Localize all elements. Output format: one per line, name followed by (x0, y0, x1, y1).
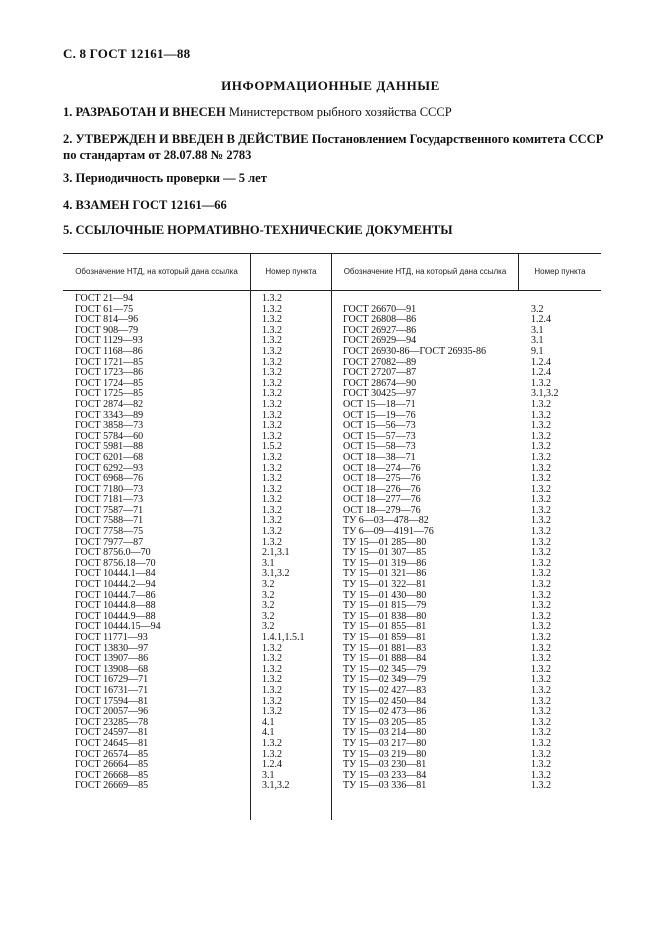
table-cell-clause: 1.3.2 (531, 695, 551, 707)
references-table (63, 253, 601, 820)
table-cell-clause: 1.3.2 (262, 642, 282, 654)
table-cell-clause: 1.3.2 (531, 579, 551, 591)
table-cell-clause: 3.2 (262, 600, 275, 612)
table-cell-clause: 1.3.2 (531, 557, 551, 569)
table-cell-document: ГОСТ 26927—86 (343, 324, 417, 336)
table-cell-document: ГОСТ 28674—90 (343, 377, 417, 389)
info-item-1 (63, 104, 608, 120)
table-cell-clause: 1.3.2 (531, 536, 551, 548)
table-cell-document: ГОСТ 11771—93 (75, 632, 148, 643)
table-cell-document: ГОСТ 24597—81 (75, 727, 149, 739)
table-cell-document: ГОСТ 7588—71 (75, 515, 144, 527)
item-lead: ВЗАМЕН ГОСТ 12161—66 (75, 198, 227, 212)
table-cell-clause: 1.3.2 (531, 663, 551, 675)
table-cell-clause: 1.3.2 (262, 504, 282, 516)
table-cell-document: ТУ 15—02 427—83 (343, 684, 427, 696)
table-cell-document: ГОСТ 16729—71 (75, 674, 149, 686)
table-cell-document: ГОСТ 1725—85 (75, 388, 144, 400)
table-cell-clause: 1.3.2 (531, 674, 551, 686)
table-cell-clause: 1.3.2 (262, 663, 282, 675)
table-cell-clause: 1.3.2 (531, 684, 551, 696)
table-cell-document: ОСТ 18—38—71 (343, 451, 416, 463)
table-cell-document: ГОСТ 6292—93 (75, 462, 144, 474)
table-cell-document: ОСТ 15—57—73 (343, 430, 416, 442)
table-cell-clause: 1.3.2 (531, 483, 551, 495)
table-cell-document: ГОСТ 7587—71 (75, 504, 144, 516)
table-cell-document: ГОСТ 26670—91 (343, 303, 417, 315)
table-cell-document: ТУ 15—03 214—80 (343, 727, 427, 739)
header-clause-right: Номер пункта (534, 267, 586, 276)
table-cell-clause: 1.3.2 (262, 451, 282, 463)
table-cell-clause: 1.3.2 (531, 504, 551, 516)
table-cell-document: ГОСТ 1129—93 (75, 335, 143, 347)
table-cell-document: ТУ 15—02 345—79 (343, 663, 427, 675)
table-cell-document: ТУ 15—01 285—80 (343, 536, 427, 548)
table-cell-document: ГОСТ 7758—75 (75, 526, 144, 538)
table-cell-clause: 1.3.2 (262, 536, 282, 548)
table-cell-document: ГОСТ 1721—85 (75, 356, 144, 368)
left-clause-column (262, 294, 305, 792)
table-cell-document: ТУ 15—02 349—79 (343, 674, 427, 686)
table-cell-document: ГОСТ 26574—85 (75, 748, 149, 760)
table-cell-document: ГОСТ 8756.0—70 (75, 547, 151, 559)
table-cell-document: ОСТ 18—274—76 (343, 462, 421, 474)
table-cell-document: ТУ 15—01 855—81 (343, 621, 427, 633)
table-cell-document: ГОСТ 7181—73 (75, 494, 144, 506)
table-cell-document: ГОСТ 13908—68 (75, 663, 149, 675)
item-number: 4. (63, 198, 73, 212)
table-cell-document: ТУ 15—03 336—81 (343, 780, 427, 792)
table-cell-document: ТУ 15—01 815—79 (343, 600, 427, 612)
table-cell-clause: 3.2 (262, 621, 275, 633)
item-number: 1. (63, 105, 73, 119)
item-text: Министерством рыбного хозяйства СССР (225, 105, 452, 119)
table-cell-clause: 1.3.2 (531, 769, 551, 781)
table-cell-clause: 1.3.2 (531, 621, 551, 633)
table-cell-document: ТУ 15—01 321—86 (343, 568, 427, 580)
table-cell-document: ГОСТ 1168—86 (75, 345, 143, 357)
table-cell-clause: 1.3.2 (531, 642, 551, 654)
table-cell-clause: 3.2 (262, 579, 275, 591)
table-cell-document: ОСТ 15—19—76 (343, 409, 416, 421)
table-cell-clause: 1.3.2 (531, 759, 551, 771)
table-cell-document: ГОСТ 24645—81 (75, 737, 149, 749)
table-cell-clause: 1.2.4 (531, 367, 551, 379)
item-lead: Периодичность проверки — 5 лет (75, 171, 267, 185)
table-cell-document: ТУ 15—02 473—86 (343, 706, 427, 718)
info-item-5 (63, 222, 608, 238)
table-cell-clause: 1.3.2 (262, 462, 282, 474)
table-cell-document: ГОСТ 17594—81 (75, 695, 149, 707)
table-cell-clause: 1.3.2 (531, 526, 551, 538)
table-cell-document: ГОСТ 3343—89 (75, 409, 144, 421)
info-item-3 (63, 170, 608, 186)
table-cell-document: ГОСТ 3858—73 (75, 420, 144, 432)
table-cell-document: ГОСТ 16731—71 (75, 684, 149, 696)
table-cell-clause: 1.3.2 (262, 377, 282, 389)
table-cell-clause: 1.5.2 (262, 441, 282, 453)
table-cell-document: ГОСТ 23285—78 (75, 716, 149, 728)
right-clause-column (531, 294, 559, 792)
table-cell-document: ТУ 15—03 233—84 (343, 769, 427, 781)
column-divider (250, 254, 251, 820)
table-cell-document: ГОСТ 1724—85 (75, 377, 144, 389)
table-cell-clause: 1.3.2 (531, 398, 551, 410)
table-cell-clause: 1.3.2 (531, 568, 551, 580)
table-cell-clause: 1.3.2 (262, 314, 282, 326)
page-header: С. 8 ГОСТ 12161—88 (63, 46, 191, 61)
table-cell-clause: 1.3.2 (262, 737, 282, 749)
table-cell-clause: 1.3.2 (531, 727, 551, 739)
table-cell-clause: 1.3.2 (262, 303, 282, 315)
table-cell-document: ТУ 15—03 230—81 (343, 759, 427, 771)
table-cell-clause: 1.3.2 (531, 420, 551, 432)
info-item-4 (63, 197, 608, 213)
table-cell-clause: 1.2.4 (262, 759, 282, 771)
table-cell-document: ГОСТ 6968—76 (75, 473, 144, 485)
header-clause-left: Номер пункта (265, 267, 317, 276)
table-cell-clause: 1.3.2 (531, 547, 551, 559)
table-cell-clause: 1.3.2 (531, 494, 551, 506)
table-cell-document: ОСТ 18—276—76 (343, 483, 421, 495)
table-cell-document: ГОСТ 26930-86—ГОСТ 26935-86 (343, 345, 486, 357)
table-cell-document: ОСТ 18—275—76 (343, 473, 421, 485)
table-cell-clause: 3.1,3.2 (262, 780, 290, 792)
table-cell-document: ГОСТ 10444.15—94 (75, 621, 161, 633)
right-doc-column (343, 294, 486, 792)
table-cell-clause: 3.1 (262, 769, 275, 781)
table-cell-document: ТУ 15—01 319—86 (343, 557, 427, 569)
table-cell-clause: 9.1 (531, 345, 544, 357)
table-cell-clause (531, 294, 559, 305)
item-text: Постановлением Государственного комитета СССР по стандартам от 28.07.88 № 2783 (63, 132, 604, 162)
table-cell-clause: 1.3.2 (531, 748, 551, 760)
table-cell-clause: 1.3.2 (262, 515, 282, 527)
table-cell-clause: 4.1 (262, 716, 275, 728)
table-cell-document: ГОСТ 10444.2—94 (75, 579, 156, 591)
table-cell-document: ГОСТ 10444.1—84 (75, 568, 156, 580)
column-divider (331, 254, 332, 820)
item-number: 2. (63, 132, 73, 146)
table-cell-clause: 3.1 (531, 335, 544, 347)
table-cell-document: ГОСТ 26669—85 (75, 780, 149, 792)
table-cell-clause: 1.2.4 (531, 356, 551, 368)
table-cell-clause: 1.3.2 (531, 441, 551, 453)
table-cell-document: ОСТ 18—277—76 (343, 494, 421, 506)
table-cell-clause: 1.3.2 (262, 356, 282, 368)
table-cell-document: ГОСТ 908—79 (75, 324, 139, 336)
table-cell-document: ГОСТ 10444.8—88 (75, 600, 156, 612)
left-doc-column (75, 294, 161, 792)
table-cell-document: ТУ 15—01 859—81 (343, 632, 427, 643)
table-cell-document: ГОСТ 8756.18—70 (75, 557, 156, 569)
table-cell-document: ГОСТ 13907—86 (75, 653, 149, 665)
table-cell-document: ГОСТ 10444.9—88 (75, 610, 156, 622)
table-cell-clause: 1.3.2 (262, 748, 282, 760)
table-cell-document: ТУ 15—03 205—85 (343, 716, 427, 728)
table-cell-document: ГОСТ 26929—94 (343, 335, 417, 347)
table-cell-clause: 1.3.2 (531, 737, 551, 749)
table-cell-document: ОСТ 15—58—73 (343, 441, 416, 453)
table-cell-document: ГОСТ 26664—85 (75, 759, 149, 771)
table-cell-clause: 1.3.2 (262, 409, 282, 421)
table-cell-document: ТУ 6—09—4191—76 (343, 526, 434, 538)
table-cell-document: ГОСТ 2874—82 (75, 398, 144, 410)
table-cell-document: ГОСТ 10444.7—86 (75, 589, 156, 601)
table-cell-document: ТУ 6—03—478—82 (343, 515, 429, 527)
table-cell-document: ТУ 15—03 217—80 (343, 737, 427, 749)
table-cell-clause: 1.3.2 (531, 430, 551, 442)
table-cell-clause: 1.3.2 (262, 335, 282, 347)
table-cell-clause: 3.1 (262, 557, 275, 569)
table-cell-clause: 3.1,3.2 (531, 388, 559, 400)
table-cell-document: ГОСТ 27082—89 (343, 356, 417, 368)
table-cell-document: ОСТ 15—56—73 (343, 420, 416, 432)
table-cell-clause: 1.3.2 (531, 600, 551, 612)
section-title: ИНФОРМАЦИОННЫЕ ДАННЫЕ (221, 78, 440, 93)
table-cell-document: ГОСТ 5784—60 (75, 430, 144, 442)
item-lead: УТВЕРЖДЕН И ВВЕДЕН В ДЕЙСТВИЕ (75, 132, 309, 146)
table-cell-document: ТУ 15—01 322—81 (343, 579, 427, 591)
table-cell-clause: 1.3.2 (531, 377, 551, 389)
table-cell-clause: 1.3.2 (531, 409, 551, 421)
table-cell-document: ГОСТ 7977—87 (75, 536, 144, 548)
table-cell-clause: 1.3.2 (262, 526, 282, 538)
table-cell-document: ТУ 15—01 430—80 (343, 589, 427, 601)
table-cell-clause: 2.1,3.1 (262, 547, 290, 559)
table-cell-clause: 1.3.2 (262, 473, 282, 485)
table-cell-document: ГОСТ 5981—88 (75, 441, 144, 453)
table-cell-document: ОСТ 15—18—71 (343, 398, 416, 410)
item-number: 3. (63, 171, 73, 185)
header-ntd-left: Обозначение НТД, на который дана ссылка (75, 267, 238, 276)
header-ntd-right: Обозначение НТД, на который дана ссылка (343, 267, 507, 276)
item-lead: РАЗРАБОТАН И ВНЕСЕН (75, 105, 226, 119)
table-cell-document: ГОСТ 26668—85 (75, 769, 149, 781)
table-cell-document: ГОСТ 7180—73 (75, 483, 144, 495)
table-cell-document: ОСТ 18—279—76 (343, 504, 421, 516)
table-cell-document: ГОСТ 814—96 (75, 314, 139, 326)
info-item-2 (63, 131, 608, 163)
item-lead: ССЫЛОЧНЫЕ НОРМАТИВНО-ТЕХНИЧЕСКИЕ ДОКУМЕНТЫ (75, 223, 453, 237)
table-cell-document: ГОСТ 26808—86 (343, 314, 417, 326)
table-cell-document: ГОСТ 27207—87 (343, 367, 417, 379)
table-cell-clause: 1.3.2 (262, 345, 282, 357)
table-cell-document: ТУ 15—01 888—84 (343, 653, 427, 665)
table-cell-clause: 1.3.2 (531, 716, 551, 728)
table-cell-document: ГОСТ 6201—68 (75, 451, 144, 463)
table-cell-clause: 1.3.2 (531, 780, 551, 792)
table-cell-document (343, 294, 486, 305)
table-cell-clause: 3.2 (262, 610, 275, 622)
table-cell-clause: 1.3.2 (531, 706, 551, 718)
table-cell-clause: 1.3.2 (262, 674, 282, 686)
table-cell-clause: 3.2 (262, 589, 275, 601)
table-cell-clause: 1.3.2 (531, 451, 551, 463)
table-cell-clause: 1.3.2 (262, 483, 282, 495)
table-cell-clause: 1.3.2 (262, 367, 282, 379)
table-cell-clause: 1.3.2 (262, 653, 282, 665)
table-cell-document: ТУ 15—02 450—84 (343, 695, 427, 707)
table-cell-clause: 1.3.2 (531, 610, 551, 622)
table-cell-clause: 1.2.4 (531, 314, 551, 326)
table-cell-clause: 1.3.2 (262, 398, 282, 410)
table-cell-document: ГОСТ 13830—97 (75, 642, 149, 654)
table-cell-document: ГОСТ 1723—86 (75, 367, 144, 379)
table-cell-clause: 1.3.2 (531, 515, 551, 527)
table-cell-clause: 3.2 (531, 303, 544, 315)
table-cell-clause: 1.3.2 (531, 462, 551, 474)
table-cell-clause: 1.3.2 (262, 494, 282, 506)
table-cell-clause: 1.3.2 (262, 420, 282, 432)
table-cell-document: ГОСТ 30425—97 (343, 388, 417, 400)
table-cell-clause: 1.3.2 (262, 684, 282, 696)
table-cell-clause: 4.1 (262, 727, 275, 739)
table-cell-clause: 1.3.2 (262, 695, 282, 707)
table-cell-clause: 1.3.2 (262, 430, 282, 442)
table-cell-clause: 1.3.2 (531, 632, 551, 643)
table-cell-clause: 1.3.2 (531, 653, 551, 665)
table-cell-document: ТУ 15—01 307—85 (343, 547, 427, 559)
table-cell-document: ТУ 15—01 881—83 (343, 642, 427, 654)
table-cell-clause: 1.3.2 (262, 293, 282, 304)
table-cell-document: ГОСТ 20057—96 (75, 706, 149, 718)
table-cell-document: ТУ 15—01 838—80 (343, 610, 427, 622)
table-cell-clause: 3.1 (531, 324, 544, 336)
table-cell-document: ГОСТ 21—94 (75, 293, 134, 304)
table-cell-clause: 1.3.2 (531, 473, 551, 485)
item-number: 5. (63, 223, 73, 237)
table-cell-clause: 1.4.1,1.5.1 (262, 632, 305, 643)
table-cell-clause: 1.3.2 (531, 589, 551, 601)
table-cell-clause: 1.3.2 (262, 706, 282, 718)
table-cell-clause: 1.3.2 (262, 324, 282, 336)
table-cell-clause: 3.1,3.2 (262, 568, 290, 580)
table-cell-clause: 1.3.2 (262, 388, 282, 400)
table-cell-document: ГОСТ 61—75 (75, 303, 134, 315)
table-cell-document: ТУ 15—03 219—80 (343, 748, 427, 760)
